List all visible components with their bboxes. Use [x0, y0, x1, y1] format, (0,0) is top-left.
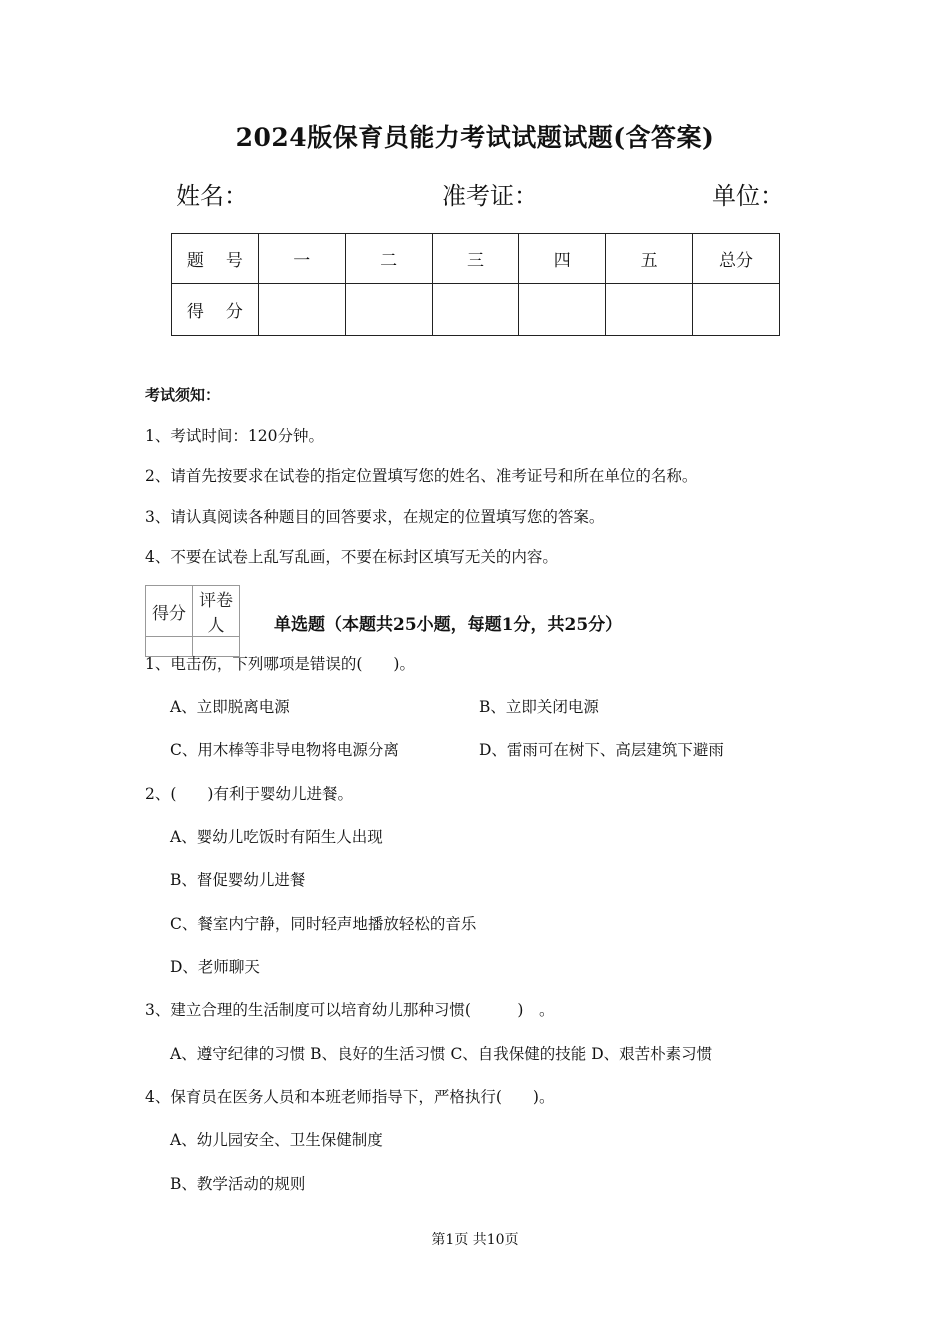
option-line: A、遵守纪律的习惯 B、良好的生活习惯 C、自我保健的技能 D、艰苦朴素习惯 — [170, 1045, 713, 1063]
question-stem: 2、( )有利于婴幼儿进餐。 — [145, 785, 353, 803]
exam-id-label: 准考证： — [442, 182, 538, 210]
score-cell-5[interactable] — [606, 284, 693, 336]
option: A、立即脱离电源 — [170, 698, 290, 716]
col-4: 四 — [519, 234, 606, 284]
name-label: 姓名： — [176, 182, 248, 210]
note-item: 3、请认真阅读各种题目的回答要求，在规定的位置填写您的答案。 — [145, 508, 605, 526]
page-footer: 第1页 共10页 — [431, 1232, 519, 1248]
note-item: 1、考试时间：120分钟。 — [145, 427, 324, 445]
col-2: 二 — [345, 234, 432, 284]
unit-label: 单位： — [712, 182, 784, 210]
score-cell-1[interactable] — [258, 284, 345, 336]
note-item: 4、不要在试卷上乱写乱画，不要在标封区填写无关的内容。 — [145, 548, 558, 566]
question-number-label: 题 号 — [172, 234, 259, 284]
question-stem: 1、电击伤，下列哪项是错误的( )。 — [145, 655, 415, 673]
option: C、餐室内宁静，同时轻声地播放轻松的音乐 — [170, 915, 477, 933]
option: C、用木棒等非导电物将电源分离 — [170, 741, 399, 759]
score-cell-total[interactable] — [693, 284, 780, 336]
option: B、教学活动的规则 — [170, 1175, 306, 1193]
note-item: 2、请首先按要求在试卷的指定位置填写您的姓名、准考证号和所在单位的名称。 — [145, 467, 698, 485]
page-title: 2024版保育员能力考试试题试题(含答案) — [235, 123, 715, 152]
grader-reviewer-label: 评卷人 — [193, 586, 240, 637]
option: A、婴幼儿吃饭时有陌生人出现 — [170, 828, 383, 846]
option: B、立即关闭电源 — [479, 698, 599, 716]
option: B、督促婴幼儿进餐 — [170, 871, 306, 889]
grader-score-label: 得分 — [146, 586, 193, 637]
notes-heading: 考试须知： — [145, 386, 221, 404]
score-cell-3[interactable] — [432, 284, 519, 336]
option: A、幼儿园安全、卫生保健制度 — [170, 1131, 383, 1149]
option: D、雷雨可在树下、高层建筑下避雨 — [479, 741, 724, 759]
col-5: 五 — [606, 234, 693, 284]
score-label: 得 分 — [172, 284, 259, 336]
col-3: 三 — [432, 234, 519, 284]
option: D、老师聊天 — [170, 958, 260, 976]
grader-box — [145, 585, 240, 657]
col-1: 一 — [258, 234, 345, 284]
score-table-score-row — [172, 284, 780, 336]
question-stem: 4、保育员在医务人员和本班老师指导下，严格执行( )。 — [145, 1088, 555, 1106]
score-cell-4[interactable] — [519, 284, 606, 336]
score-cell-2[interactable] — [345, 284, 432, 336]
question-stem: 3、建立合理的生活制度可以培育幼儿那种习惯( ) 。 — [145, 1001, 555, 1019]
col-total: 总分 — [693, 234, 780, 284]
score-table-header-row — [172, 234, 780, 284]
score-table — [171, 233, 780, 336]
section-title: 单选题（本题共25小题，每题1分，共25分） — [274, 615, 623, 635]
